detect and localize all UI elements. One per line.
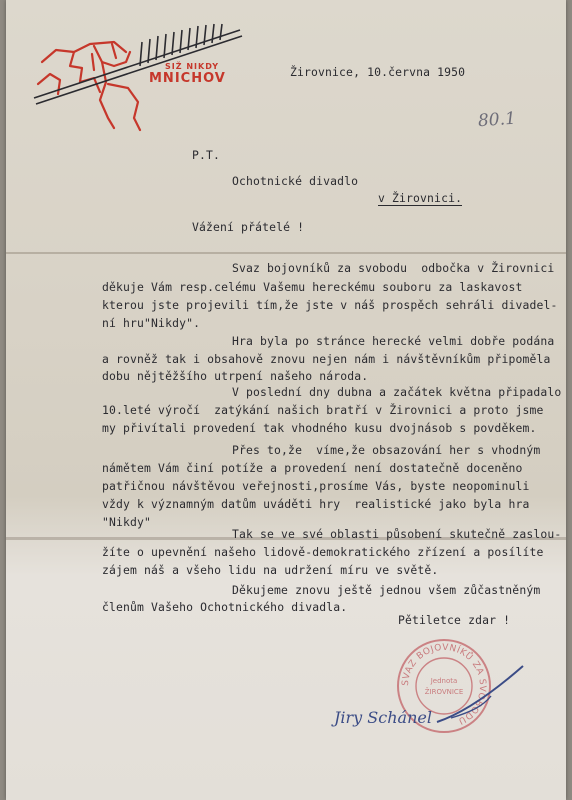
body-line: my přivítali provedení tak vhodného kusu dvojnásob s povděkem. — [102, 421, 537, 435]
pencil-archive-note: 80.1 — [477, 108, 517, 132]
body-line: a rovněž tak i obsahově znovu nejen nám i návštěvníkům připoměla — [102, 352, 551, 366]
body-line: Hra byla po stránce herecké velmi dobře podána — [232, 334, 555, 348]
body-line: V poslední dny dubna a začátek května připadalo — [232, 385, 562, 399]
body-line: členům Vašeho Ochotnického divadla. — [102, 600, 348, 614]
signature-flourish-icon — [431, 660, 531, 730]
place-date: Žirovnice, 10.června 1950 — [290, 65, 466, 79]
letter-sheet — [6, 0, 566, 800]
letterhead-tagline: SIŽ NIKDY — [165, 62, 220, 71]
body-line: Přes to,že víme,že obsazování her s vhodným — [232, 443, 541, 457]
body-line: kterou jste projevili tím,že jste v náš prospěch sehráli divadel- — [102, 298, 558, 312]
body-line: Děkujeme znovu ještě jednou všem zůčastněným — [232, 583, 541, 597]
body-line: žíte o upevnění našeho lidově-demokratického zřízení a posílíte — [102, 545, 544, 559]
body-line: Svaz bojovníků za svobodu odbočka v Žirovnici — [232, 261, 555, 275]
paper-fold — [6, 252, 566, 254]
signature: Jiry Schánel — [334, 708, 432, 727]
stamp-line1: Jednota — [430, 677, 458, 685]
body-line: zájem náš a všeho lidu na udržení míru ve světě. — [102, 563, 439, 577]
body-line: dobu nějtěžšího utrpení našeho národa. — [102, 369, 369, 383]
body-line: "Nikdy" — [102, 515, 152, 529]
salutation: Vážení přátelé ! — [192, 220, 305, 234]
letterhead-title: MNICHOV — [149, 71, 226, 86]
body-line: vždy k významným datům uváděti hry realistické jako byla hra — [102, 497, 530, 511]
body-line: ní hru"Nikdy". — [102, 316, 201, 330]
closing: Pětiletce zdar ! — [398, 613, 511, 627]
stamp-line2: ŽIROVNICE — [424, 688, 464, 696]
body-line: námětem Vám činí potíže a provedení není dostatečně doceněno — [102, 461, 523, 475]
body-line: Tak se ve své oblasti působení skutečně zaslou- — [232, 527, 562, 541]
recipient-name: Ochotnické divadlo — [232, 174, 359, 188]
body-line: patřičnou návštěvou veřejnosti,prosíme Vás, byste neopominuli — [102, 479, 530, 493]
body-line: děkuje Vám resp.celému Vašemu hereckému souboru za laskavost — [102, 280, 523, 294]
recipient-place: v Žirovnici. — [378, 191, 463, 205]
body-line: 10.leté výročí zatýkání našich bratří v Žirovnici a proto jsme — [102, 403, 544, 417]
stamp-ring-text: SVAZ BOJOVNÍKŮ ZA SVOBODU — [400, 642, 488, 726]
recipient-pt: P.T. — [192, 148, 221, 162]
